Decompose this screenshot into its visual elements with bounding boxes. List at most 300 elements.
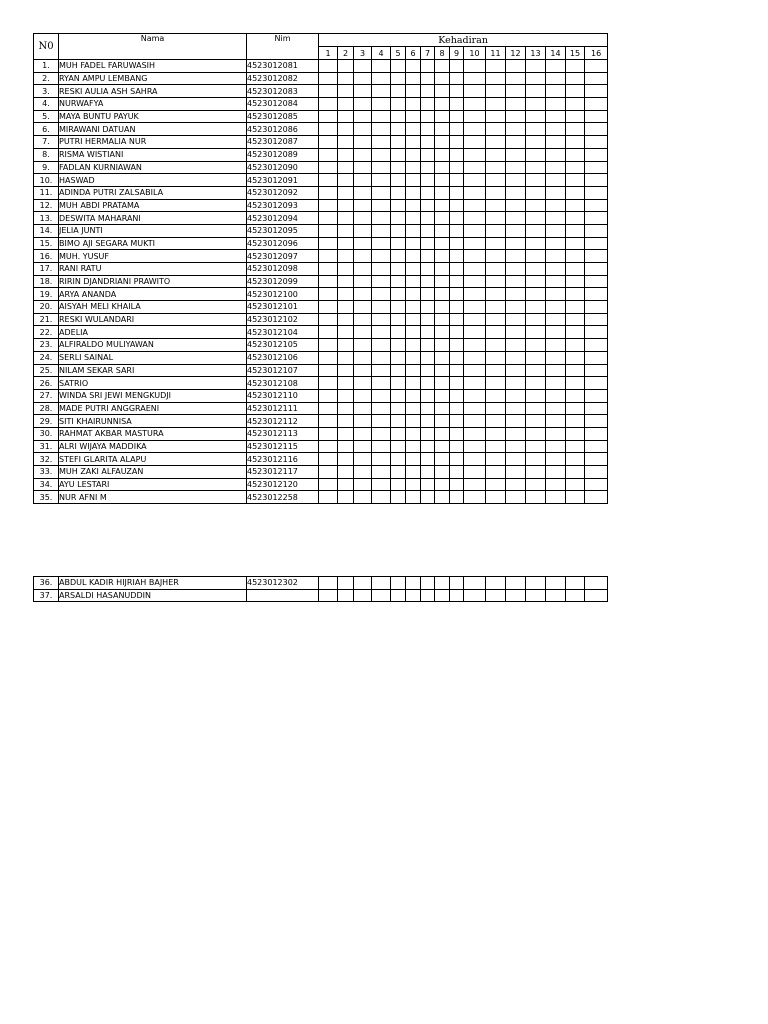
attendance-cell[interactable] bbox=[506, 275, 526, 288]
attendance-cell[interactable] bbox=[585, 148, 608, 161]
attendance-cell[interactable] bbox=[372, 161, 391, 174]
attendance-cell[interactable] bbox=[406, 174, 421, 187]
attendance-cell[interactable] bbox=[372, 326, 391, 339]
attendance-cell[interactable] bbox=[372, 224, 391, 237]
attendance-cell[interactable] bbox=[435, 174, 450, 187]
attendance-cell[interactable] bbox=[546, 110, 566, 123]
attendance-cell[interactable] bbox=[406, 478, 421, 491]
attendance-cell[interactable] bbox=[450, 123, 464, 136]
attendance-cell[interactable] bbox=[486, 110, 506, 123]
attendance-cell[interactable] bbox=[486, 339, 506, 352]
attendance-cell[interactable] bbox=[354, 301, 372, 314]
attendance-cell[interactable] bbox=[338, 250, 354, 263]
attendance-cell[interactable] bbox=[391, 427, 406, 440]
attendance-cell[interactable] bbox=[372, 110, 391, 123]
attendance-cell[interactable] bbox=[354, 339, 372, 352]
attendance-cell[interactable] bbox=[506, 415, 526, 428]
attendance-cell[interactable] bbox=[546, 98, 566, 111]
attendance-cell[interactable] bbox=[566, 402, 585, 415]
attendance-cell[interactable] bbox=[506, 577, 526, 590]
attendance-cell[interactable] bbox=[319, 123, 338, 136]
attendance-cell[interactable] bbox=[406, 440, 421, 453]
attendance-cell[interactable] bbox=[391, 212, 406, 225]
attendance-cell[interactable] bbox=[566, 85, 585, 98]
attendance-cell[interactable] bbox=[421, 85, 435, 98]
attendance-cell[interactable] bbox=[338, 110, 354, 123]
attendance-cell[interactable] bbox=[546, 186, 566, 199]
attendance-cell[interactable] bbox=[526, 174, 546, 187]
attendance-cell[interactable] bbox=[354, 364, 372, 377]
attendance-cell[interactable] bbox=[526, 123, 546, 136]
attendance-cell[interactable] bbox=[338, 199, 354, 212]
attendance-cell[interactable] bbox=[566, 453, 585, 466]
attendance-cell[interactable] bbox=[435, 466, 450, 479]
attendance-cell[interactable] bbox=[585, 440, 608, 453]
attendance-cell[interactable] bbox=[546, 123, 566, 136]
attendance-cell[interactable] bbox=[354, 161, 372, 174]
attendance-cell[interactable] bbox=[566, 389, 585, 402]
attendance-cell[interactable] bbox=[526, 466, 546, 479]
attendance-cell[interactable] bbox=[464, 85, 486, 98]
attendance-cell[interactable] bbox=[421, 72, 435, 85]
attendance-cell[interactable] bbox=[421, 326, 435, 339]
attendance-cell[interactable] bbox=[421, 148, 435, 161]
attendance-cell[interactable] bbox=[506, 466, 526, 479]
attendance-cell[interactable] bbox=[486, 491, 506, 504]
attendance-cell[interactable] bbox=[566, 288, 585, 301]
attendance-cell[interactable] bbox=[435, 364, 450, 377]
attendance-cell[interactable] bbox=[585, 85, 608, 98]
attendance-cell[interactable] bbox=[506, 453, 526, 466]
attendance-cell[interactable] bbox=[566, 301, 585, 314]
attendance-cell[interactable] bbox=[421, 577, 435, 590]
attendance-cell[interactable] bbox=[506, 72, 526, 85]
attendance-cell[interactable] bbox=[406, 110, 421, 123]
attendance-cell[interactable] bbox=[421, 415, 435, 428]
attendance-cell[interactable] bbox=[464, 326, 486, 339]
attendance-cell[interactable] bbox=[391, 589, 406, 602]
attendance-cell[interactable] bbox=[435, 440, 450, 453]
attendance-cell[interactable] bbox=[506, 136, 526, 149]
attendance-cell[interactable] bbox=[585, 224, 608, 237]
attendance-cell[interactable] bbox=[372, 72, 391, 85]
attendance-cell[interactable] bbox=[435, 72, 450, 85]
attendance-cell[interactable] bbox=[391, 250, 406, 263]
attendance-cell[interactable] bbox=[486, 589, 506, 602]
attendance-cell[interactable] bbox=[435, 313, 450, 326]
attendance-cell[interactable] bbox=[338, 136, 354, 149]
attendance-cell[interactable] bbox=[421, 263, 435, 276]
attendance-cell[interactable] bbox=[546, 326, 566, 339]
attendance-cell[interactable] bbox=[506, 161, 526, 174]
attendance-cell[interactable] bbox=[406, 186, 421, 199]
attendance-cell[interactable] bbox=[566, 589, 585, 602]
attendance-cell[interactable] bbox=[506, 212, 526, 225]
attendance-cell[interactable] bbox=[585, 364, 608, 377]
attendance-cell[interactable] bbox=[585, 389, 608, 402]
attendance-cell[interactable] bbox=[450, 440, 464, 453]
attendance-cell[interactable] bbox=[391, 364, 406, 377]
attendance-cell[interactable] bbox=[372, 199, 391, 212]
attendance-cell[interactable] bbox=[319, 250, 338, 263]
attendance-cell[interactable] bbox=[506, 478, 526, 491]
attendance-cell[interactable] bbox=[464, 478, 486, 491]
attendance-cell[interactable] bbox=[319, 148, 338, 161]
attendance-cell[interactable] bbox=[450, 60, 464, 73]
attendance-cell[interactable] bbox=[319, 466, 338, 479]
attendance-cell[interactable] bbox=[435, 589, 450, 602]
attendance-cell[interactable] bbox=[486, 237, 506, 250]
attendance-cell[interactable] bbox=[585, 577, 608, 590]
attendance-cell[interactable] bbox=[354, 288, 372, 301]
attendance-cell[interactable] bbox=[464, 98, 486, 111]
attendance-cell[interactable] bbox=[406, 577, 421, 590]
attendance-cell[interactable] bbox=[526, 453, 546, 466]
attendance-cell[interactable] bbox=[450, 98, 464, 111]
attendance-cell[interactable] bbox=[506, 288, 526, 301]
attendance-cell[interactable] bbox=[435, 478, 450, 491]
attendance-cell[interactable] bbox=[338, 60, 354, 73]
attendance-cell[interactable] bbox=[486, 364, 506, 377]
attendance-cell[interactable] bbox=[450, 136, 464, 149]
attendance-cell[interactable] bbox=[354, 224, 372, 237]
attendance-cell[interactable] bbox=[464, 174, 486, 187]
attendance-cell[interactable] bbox=[338, 402, 354, 415]
attendance-cell[interactable] bbox=[566, 351, 585, 364]
attendance-cell[interactable] bbox=[566, 250, 585, 263]
attendance-cell[interactable] bbox=[526, 148, 546, 161]
attendance-cell[interactable] bbox=[486, 389, 506, 402]
attendance-cell[interactable] bbox=[450, 389, 464, 402]
attendance-cell[interactable] bbox=[546, 301, 566, 314]
attendance-cell[interactable] bbox=[435, 491, 450, 504]
attendance-cell[interactable] bbox=[546, 440, 566, 453]
attendance-cell[interactable] bbox=[319, 326, 338, 339]
attendance-cell[interactable] bbox=[464, 589, 486, 602]
attendance-cell[interactable] bbox=[506, 98, 526, 111]
attendance-cell[interactable] bbox=[319, 377, 338, 390]
attendance-cell[interactable] bbox=[526, 263, 546, 276]
attendance-cell[interactable] bbox=[566, 313, 585, 326]
attendance-cell[interactable] bbox=[319, 161, 338, 174]
attendance-cell[interactable] bbox=[566, 427, 585, 440]
attendance-cell[interactable] bbox=[546, 224, 566, 237]
attendance-cell[interactable] bbox=[486, 98, 506, 111]
attendance-cell[interactable] bbox=[406, 326, 421, 339]
attendance-cell[interactable] bbox=[421, 237, 435, 250]
attendance-cell[interactable] bbox=[464, 263, 486, 276]
attendance-cell[interactable] bbox=[319, 491, 338, 504]
attendance-cell[interactable] bbox=[319, 427, 338, 440]
attendance-cell[interactable] bbox=[566, 339, 585, 352]
attendance-cell[interactable] bbox=[421, 174, 435, 187]
attendance-cell[interactable] bbox=[506, 85, 526, 98]
attendance-cell[interactable] bbox=[486, 453, 506, 466]
attendance-cell[interactable] bbox=[566, 186, 585, 199]
attendance-cell[interactable] bbox=[506, 440, 526, 453]
attendance-cell[interactable] bbox=[585, 212, 608, 225]
attendance-cell[interactable] bbox=[585, 491, 608, 504]
attendance-cell[interactable] bbox=[526, 110, 546, 123]
attendance-cell[interactable] bbox=[585, 453, 608, 466]
attendance-cell[interactable] bbox=[506, 123, 526, 136]
attendance-cell[interactable] bbox=[464, 288, 486, 301]
attendance-cell[interactable] bbox=[566, 136, 585, 149]
attendance-cell[interactable] bbox=[450, 466, 464, 479]
attendance-cell[interactable] bbox=[486, 263, 506, 276]
attendance-cell[interactable] bbox=[421, 466, 435, 479]
attendance-cell[interactable] bbox=[464, 60, 486, 73]
attendance-cell[interactable] bbox=[435, 339, 450, 352]
attendance-cell[interactable] bbox=[486, 478, 506, 491]
attendance-cell[interactable] bbox=[406, 237, 421, 250]
attendance-cell[interactable] bbox=[486, 148, 506, 161]
attendance-cell[interactable] bbox=[546, 250, 566, 263]
attendance-cell[interactable] bbox=[354, 199, 372, 212]
attendance-cell[interactable] bbox=[338, 577, 354, 590]
attendance-cell[interactable] bbox=[354, 174, 372, 187]
attendance-cell[interactable] bbox=[406, 224, 421, 237]
attendance-cell[interactable] bbox=[526, 415, 546, 428]
attendance-cell[interactable] bbox=[372, 212, 391, 225]
attendance-cell[interactable] bbox=[450, 263, 464, 276]
attendance-cell[interactable] bbox=[391, 301, 406, 314]
attendance-cell[interactable] bbox=[338, 389, 354, 402]
attendance-cell[interactable] bbox=[546, 72, 566, 85]
attendance-cell[interactable] bbox=[450, 224, 464, 237]
attendance-cell[interactable] bbox=[464, 377, 486, 390]
attendance-cell[interactable] bbox=[319, 301, 338, 314]
attendance-cell[interactable] bbox=[338, 301, 354, 314]
attendance-cell[interactable] bbox=[354, 577, 372, 590]
attendance-cell[interactable] bbox=[464, 212, 486, 225]
attendance-cell[interactable] bbox=[319, 186, 338, 199]
attendance-cell[interactable] bbox=[319, 199, 338, 212]
attendance-cell[interactable] bbox=[486, 186, 506, 199]
attendance-cell[interactable] bbox=[506, 263, 526, 276]
attendance-cell[interactable] bbox=[450, 402, 464, 415]
attendance-cell[interactable] bbox=[391, 72, 406, 85]
attendance-cell[interactable] bbox=[464, 313, 486, 326]
attendance-cell[interactable] bbox=[464, 364, 486, 377]
attendance-cell[interactable] bbox=[435, 389, 450, 402]
attendance-cell[interactable] bbox=[421, 136, 435, 149]
attendance-cell[interactable] bbox=[486, 85, 506, 98]
attendance-cell[interactable] bbox=[406, 389, 421, 402]
attendance-cell[interactable] bbox=[391, 402, 406, 415]
attendance-cell[interactable] bbox=[435, 123, 450, 136]
attendance-cell[interactable] bbox=[319, 313, 338, 326]
attendance-cell[interactable] bbox=[464, 199, 486, 212]
attendance-cell[interactable] bbox=[372, 301, 391, 314]
attendance-cell[interactable] bbox=[450, 453, 464, 466]
attendance-cell[interactable] bbox=[338, 123, 354, 136]
attendance-cell[interactable] bbox=[585, 377, 608, 390]
attendance-cell[interactable] bbox=[585, 98, 608, 111]
attendance-cell[interactable] bbox=[372, 60, 391, 73]
attendance-cell[interactable] bbox=[450, 275, 464, 288]
attendance-cell[interactable] bbox=[566, 478, 585, 491]
attendance-cell[interactable] bbox=[338, 148, 354, 161]
attendance-cell[interactable] bbox=[585, 478, 608, 491]
attendance-cell[interactable] bbox=[526, 351, 546, 364]
attendance-cell[interactable] bbox=[585, 288, 608, 301]
attendance-cell[interactable] bbox=[450, 326, 464, 339]
attendance-cell[interactable] bbox=[566, 577, 585, 590]
attendance-cell[interactable] bbox=[354, 186, 372, 199]
attendance-cell[interactable] bbox=[585, 161, 608, 174]
attendance-cell[interactable] bbox=[450, 174, 464, 187]
attendance-cell[interactable] bbox=[486, 326, 506, 339]
attendance-cell[interactable] bbox=[406, 453, 421, 466]
attendance-cell[interactable] bbox=[486, 577, 506, 590]
attendance-cell[interactable] bbox=[319, 364, 338, 377]
attendance-cell[interactable] bbox=[391, 123, 406, 136]
attendance-cell[interactable] bbox=[526, 589, 546, 602]
attendance-cell[interactable] bbox=[546, 364, 566, 377]
attendance-cell[interactable] bbox=[450, 364, 464, 377]
attendance-cell[interactable] bbox=[421, 589, 435, 602]
attendance-cell[interactable] bbox=[406, 98, 421, 111]
attendance-cell[interactable] bbox=[372, 85, 391, 98]
attendance-cell[interactable] bbox=[338, 186, 354, 199]
attendance-cell[interactable] bbox=[546, 212, 566, 225]
attendance-cell[interactable] bbox=[450, 212, 464, 225]
attendance-cell[interactable] bbox=[354, 466, 372, 479]
attendance-cell[interactable] bbox=[450, 589, 464, 602]
attendance-cell[interactable] bbox=[486, 224, 506, 237]
attendance-cell[interactable] bbox=[319, 263, 338, 276]
attendance-cell[interactable] bbox=[546, 313, 566, 326]
attendance-cell[interactable] bbox=[406, 136, 421, 149]
attendance-cell[interactable] bbox=[421, 186, 435, 199]
attendance-cell[interactable] bbox=[319, 224, 338, 237]
attendance-cell[interactable] bbox=[338, 427, 354, 440]
attendance-cell[interactable] bbox=[546, 85, 566, 98]
attendance-cell[interactable] bbox=[391, 491, 406, 504]
attendance-cell[interactable] bbox=[372, 148, 391, 161]
attendance-cell[interactable] bbox=[546, 351, 566, 364]
attendance-cell[interactable] bbox=[566, 224, 585, 237]
attendance-cell[interactable] bbox=[566, 440, 585, 453]
attendance-cell[interactable] bbox=[435, 351, 450, 364]
attendance-cell[interactable] bbox=[585, 110, 608, 123]
attendance-cell[interactable] bbox=[435, 577, 450, 590]
attendance-cell[interactable] bbox=[421, 275, 435, 288]
attendance-cell[interactable] bbox=[585, 415, 608, 428]
attendance-cell[interactable] bbox=[421, 161, 435, 174]
attendance-cell[interactable] bbox=[391, 263, 406, 276]
attendance-cell[interactable] bbox=[372, 589, 391, 602]
attendance-cell[interactable] bbox=[435, 263, 450, 276]
attendance-cell[interactable] bbox=[464, 440, 486, 453]
attendance-cell[interactable] bbox=[354, 326, 372, 339]
attendance-cell[interactable] bbox=[526, 212, 546, 225]
attendance-cell[interactable] bbox=[372, 466, 391, 479]
attendance-cell[interactable] bbox=[526, 72, 546, 85]
attendance-cell[interactable] bbox=[406, 589, 421, 602]
attendance-cell[interactable] bbox=[506, 186, 526, 199]
attendance-cell[interactable] bbox=[372, 415, 391, 428]
attendance-cell[interactable] bbox=[372, 186, 391, 199]
attendance-cell[interactable] bbox=[526, 427, 546, 440]
attendance-cell[interactable] bbox=[338, 98, 354, 111]
attendance-cell[interactable] bbox=[506, 339, 526, 352]
attendance-cell[interactable] bbox=[372, 263, 391, 276]
attendance-cell[interactable] bbox=[566, 212, 585, 225]
attendance-cell[interactable] bbox=[486, 427, 506, 440]
attendance-cell[interactable] bbox=[464, 250, 486, 263]
attendance-cell[interactable] bbox=[421, 351, 435, 364]
attendance-cell[interactable] bbox=[391, 453, 406, 466]
attendance-cell[interactable] bbox=[464, 427, 486, 440]
attendance-cell[interactable] bbox=[391, 136, 406, 149]
attendance-cell[interactable] bbox=[464, 72, 486, 85]
attendance-cell[interactable] bbox=[372, 389, 391, 402]
attendance-cell[interactable] bbox=[450, 148, 464, 161]
attendance-cell[interactable] bbox=[406, 427, 421, 440]
attendance-cell[interactable] bbox=[406, 212, 421, 225]
attendance-cell[interactable] bbox=[450, 313, 464, 326]
attendance-cell[interactable] bbox=[435, 377, 450, 390]
attendance-cell[interactable] bbox=[421, 339, 435, 352]
attendance-cell[interactable] bbox=[464, 402, 486, 415]
attendance-cell[interactable] bbox=[585, 301, 608, 314]
attendance-cell[interactable] bbox=[506, 174, 526, 187]
attendance-cell[interactable] bbox=[319, 237, 338, 250]
attendance-cell[interactable] bbox=[506, 313, 526, 326]
attendance-cell[interactable] bbox=[435, 402, 450, 415]
attendance-cell[interactable] bbox=[354, 110, 372, 123]
attendance-cell[interactable] bbox=[506, 237, 526, 250]
attendance-cell[interactable] bbox=[354, 427, 372, 440]
attendance-cell[interactable] bbox=[546, 60, 566, 73]
attendance-cell[interactable] bbox=[435, 199, 450, 212]
attendance-cell[interactable] bbox=[506, 364, 526, 377]
attendance-cell[interactable] bbox=[406, 402, 421, 415]
attendance-cell[interactable] bbox=[486, 275, 506, 288]
attendance-cell[interactable] bbox=[506, 389, 526, 402]
attendance-cell[interactable] bbox=[391, 148, 406, 161]
attendance-cell[interactable] bbox=[450, 85, 464, 98]
attendance-cell[interactable] bbox=[464, 161, 486, 174]
attendance-cell[interactable] bbox=[421, 491, 435, 504]
attendance-cell[interactable] bbox=[585, 199, 608, 212]
attendance-cell[interactable] bbox=[546, 377, 566, 390]
attendance-cell[interactable] bbox=[526, 161, 546, 174]
attendance-cell[interactable] bbox=[526, 440, 546, 453]
attendance-cell[interactable] bbox=[526, 136, 546, 149]
attendance-cell[interactable] bbox=[391, 85, 406, 98]
attendance-cell[interactable] bbox=[372, 136, 391, 149]
attendance-cell[interactable] bbox=[372, 440, 391, 453]
attendance-cell[interactable] bbox=[338, 351, 354, 364]
attendance-cell[interactable] bbox=[354, 491, 372, 504]
attendance-cell[interactable] bbox=[585, 313, 608, 326]
attendance-cell[interactable] bbox=[506, 148, 526, 161]
attendance-cell[interactable] bbox=[354, 237, 372, 250]
attendance-cell[interactable] bbox=[526, 85, 546, 98]
attendance-cell[interactable] bbox=[391, 237, 406, 250]
attendance-cell[interactable] bbox=[486, 161, 506, 174]
attendance-cell[interactable] bbox=[464, 577, 486, 590]
attendance-cell[interactable] bbox=[354, 351, 372, 364]
attendance-cell[interactable] bbox=[450, 339, 464, 352]
attendance-cell[interactable] bbox=[486, 123, 506, 136]
attendance-cell[interactable] bbox=[486, 440, 506, 453]
attendance-cell[interactable] bbox=[546, 577, 566, 590]
attendance-cell[interactable] bbox=[406, 364, 421, 377]
